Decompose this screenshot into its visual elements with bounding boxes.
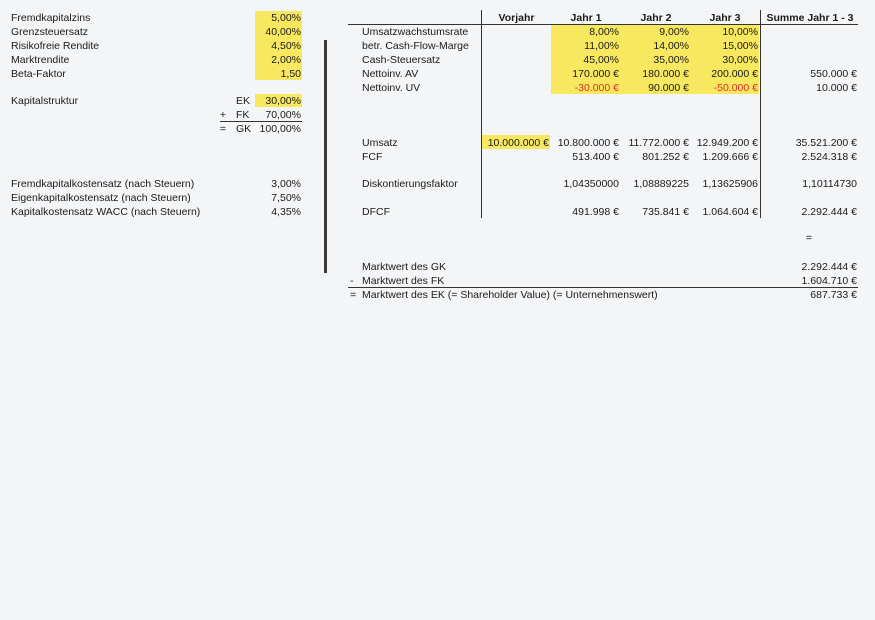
row-label: betr. Cash-Flow-Marge — [362, 40, 469, 52]
cell-jahr1: 1,04350000 — [563, 178, 619, 190]
param-value: 5,00% — [271, 12, 301, 24]
param-label: Beta-Faktor — [11, 68, 66, 80]
cell-jahr1: 513.400 € — [572, 151, 619, 163]
cell-summe: 35.521.200 € — [795, 137, 857, 149]
cell-summe: 550.000 € — [810, 68, 857, 80]
header-summe: Summe Jahr 1 - 3 — [766, 12, 854, 24]
capital-value: 30,00% — [265, 95, 301, 107]
valuation-sum-line — [348, 287, 858, 288]
param-label: Risikofreie Rendite — [11, 40, 100, 52]
cell-jahr3: 200.000 € — [711, 68, 758, 80]
capital-sum-line — [220, 121, 302, 122]
capital-op: = — [219, 123, 226, 135]
cell-jahr3: 1.064.604 € — [702, 206, 758, 218]
row-label: DFCF — [362, 206, 390, 218]
cell-summe: 10.000 € — [816, 82, 857, 94]
cost-value: 3,00% — [271, 178, 301, 190]
capital-code: FK — [236, 109, 250, 121]
row-label: Cash-Steuersatz — [362, 54, 441, 66]
header-jahr3: Jahr 3 — [709, 12, 741, 24]
equals-sign: = — [805, 232, 812, 244]
capital-value: 100,00% — [259, 123, 301, 135]
valuation-label: Marktwert des GK — [362, 261, 447, 273]
cell-jahr3: 30,00% — [722, 54, 758, 66]
cell-jahr3: 15,00% — [722, 40, 758, 52]
valuation-label: Marktwert des EK (= Shareholder Value) (= Unternehmenswert) — [362, 289, 658, 301]
cell-jahr2: 735.841 € — [642, 206, 689, 218]
cell-jahr3: 10,00% — [722, 26, 758, 38]
header-jahr1: Jahr 1 — [570, 12, 602, 24]
cost-label: Kapitalkostensatz WACC (nach Steuern) — [11, 206, 201, 218]
valuation-label: Marktwert des FK — [362, 275, 445, 287]
cell-jahr1: 8,00% — [589, 26, 619, 38]
row-label: Umsatzwachstumsrate — [362, 26, 469, 38]
cell-jahr3: 1.209.666 € — [702, 151, 758, 163]
param-value: 1,50 — [280, 68, 301, 80]
cell-jahr1: 45,00% — [583, 54, 619, 66]
cell-vorjahr: 10.000.000 € — [487, 137, 549, 149]
row-label: Nettoinv. UV — [362, 82, 421, 94]
param-value: 2,00% — [271, 54, 301, 66]
cost-value: 7,50% — [271, 192, 301, 204]
valuation-op: = — [350, 289, 357, 301]
row-label: Umsatz — [362, 137, 398, 149]
col-divider-vorjahr — [481, 10, 482, 218]
header-jahr2: Jahr 2 — [640, 12, 672, 24]
cell-jahr2: 11.772.000 € — [628, 137, 689, 149]
capital-code: EK — [236, 95, 251, 107]
param-label: Fremdkapitalzins — [11, 12, 91, 24]
cell-jahr2: 35,00% — [653, 54, 689, 66]
param-value: 40,00% — [265, 26, 301, 38]
header-underline — [348, 24, 858, 25]
valuation-value: 687.733 € — [810, 289, 857, 301]
capital-value: 70,00% — [265, 109, 301, 121]
cell-jahr2: 1,08889225 — [633, 178, 689, 190]
row-label: FCF — [362, 151, 383, 163]
cell-jahr1: 10.800.000 € — [557, 137, 619, 149]
cell-summe: 2.524.318 € — [801, 151, 857, 163]
cell-jahr2: 14,00% — [653, 40, 689, 52]
param-label: Grenzsteuersatz — [11, 26, 89, 38]
section-divider — [324, 40, 327, 273]
capital-label: Kapitalstruktur — [11, 95, 79, 107]
cell-jahr2: 90.000 € — [648, 82, 689, 94]
cell-summe: 1,10114730 — [802, 178, 857, 190]
valuation-op: - — [350, 275, 354, 287]
param-label: Marktrendite — [11, 54, 70, 66]
cell-jahr1: 170.000 € — [572, 68, 619, 80]
capital-code: GK — [236, 123, 252, 135]
cell-jahr2: 801.252 € — [642, 151, 689, 163]
valuation-value: 2.292.444 € — [801, 261, 857, 273]
cell-jahr3: 1,13625906 — [702, 178, 758, 190]
cost-label: Eigenkapitalkostensatz (nach Steuern) — [11, 192, 191, 204]
cell-jahr1: 11,00% — [584, 40, 619, 52]
valuation-value: 1.604.710 € — [801, 275, 857, 287]
cost-value: 4,35% — [271, 206, 301, 218]
row-label: Diskontierungsfaktor — [362, 178, 458, 190]
param-value: 4,50% — [271, 40, 301, 52]
cell-summe: 2.292.444 € — [801, 206, 857, 218]
cell-jahr3: -50.000 € — [713, 82, 758, 94]
capital-op: + — [219, 109, 226, 121]
cell-jahr1: 491.998 € — [572, 206, 619, 218]
cell-jahr1: -30.000 € — [574, 82, 619, 94]
cell-jahr3: 12.949.200 € — [696, 137, 758, 149]
row-label: Nettoinv. AV — [362, 68, 419, 80]
cell-jahr2: 180.000 € — [642, 68, 689, 80]
cell-jahr2: 9,00% — [659, 26, 689, 38]
header-vorjahr: Vorjahr — [498, 12, 535, 24]
cost-label: Fremdkapitalkostensatz (nach Steuern) — [11, 178, 195, 190]
